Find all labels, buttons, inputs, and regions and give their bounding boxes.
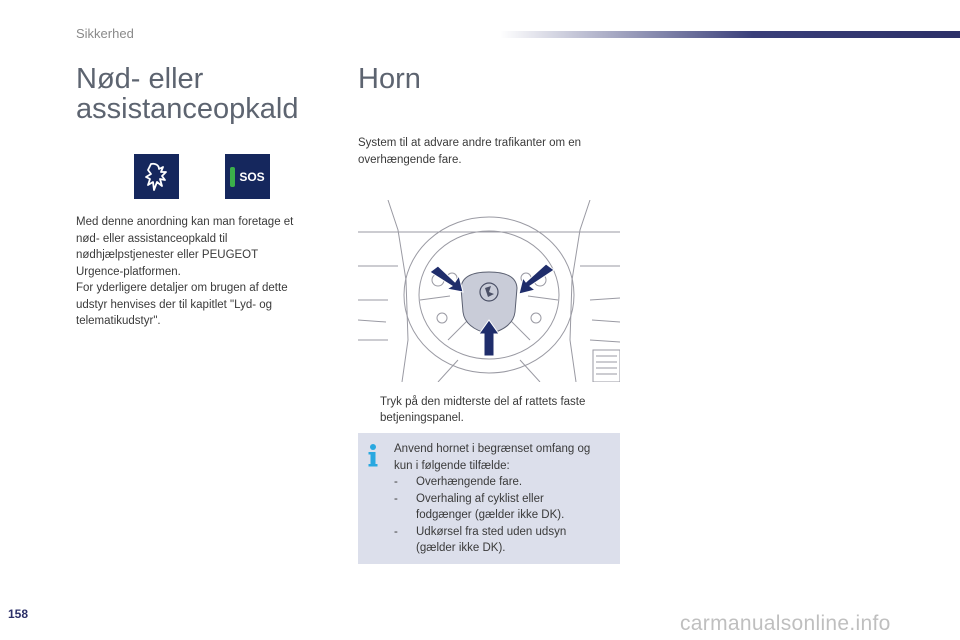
horn-info-text xyxy=(394,441,614,557)
info-list-item xyxy=(394,524,614,557)
info-icon xyxy=(366,443,380,469)
emergency-line: nød- eller assistanceopkald til xyxy=(76,232,228,245)
info-item-line: Udkørsel fra sted uden udsyn xyxy=(416,525,567,538)
horn-intro xyxy=(358,135,618,168)
info-list-item xyxy=(394,491,614,524)
steering-wheel-illustration xyxy=(358,200,620,382)
info-item-line: fodgænger (gælder ikke DK). xyxy=(416,509,565,521)
page-number: 158 xyxy=(8,607,29,621)
info-item-line: (gælder ikke DK). xyxy=(416,542,506,554)
list-dash: - xyxy=(394,525,398,538)
list-dash: - xyxy=(394,492,398,505)
title-emergency-line1: Nød- eller xyxy=(76,63,204,95)
peugeot-lion-icon xyxy=(140,160,174,194)
info-item-line: Overhaling af cyklist eller xyxy=(416,492,544,505)
sos-green-indicator xyxy=(230,167,235,187)
emergency-description xyxy=(76,214,316,330)
list-dash: - xyxy=(394,476,398,488)
section-label: Sikkerhed xyxy=(76,26,134,41)
emergency-line: udstyr henvises der til kapitlet "Lyd- og xyxy=(76,298,273,311)
title-emergency-line2: assistanceopkald xyxy=(76,93,299,125)
emergency-line: nødhjælpstjenester eller PEUGEOT xyxy=(76,249,259,261)
watermark: carmanualsonline.info xyxy=(680,612,891,635)
steering-wheel-drawing xyxy=(358,200,620,382)
info-line: kun i følgende tilfælde: xyxy=(394,459,510,472)
info-line: Anvend hornet i begrænset omfang og xyxy=(394,443,591,455)
info-list xyxy=(394,474,614,557)
sos-inner xyxy=(230,167,264,187)
emergency-line: For yderligere detaljer om brugen af dette xyxy=(76,282,288,294)
emergency-line: telematikudstyr". xyxy=(76,315,161,327)
emergency-line: Med denne anordning kan man foretage et xyxy=(76,216,294,228)
emergency-line: Urgence-platformen. xyxy=(76,265,181,278)
horn-instruction-line: Tryk på den midterste del af rattets faste xyxy=(380,396,586,408)
info-list-item xyxy=(394,474,614,491)
horn-info-box xyxy=(358,433,620,564)
sos-button-icon xyxy=(225,154,270,199)
info-item-line: Overhængende fare. xyxy=(416,476,523,488)
sos-label: SOS xyxy=(239,169,265,184)
horn-intro-line: System til at advare andre trafikanter om en xyxy=(358,137,582,149)
horn-instruction-line: betjeningspanel. xyxy=(380,412,464,424)
horn-instruction-text xyxy=(380,394,620,426)
title-emergency-call xyxy=(76,64,336,124)
title-horn: Horn xyxy=(358,63,421,95)
peugeot-lion-button-icon xyxy=(134,154,179,199)
horn-intro-line: overhængende fare. xyxy=(358,153,462,166)
header-gradient-bar xyxy=(500,31,960,38)
